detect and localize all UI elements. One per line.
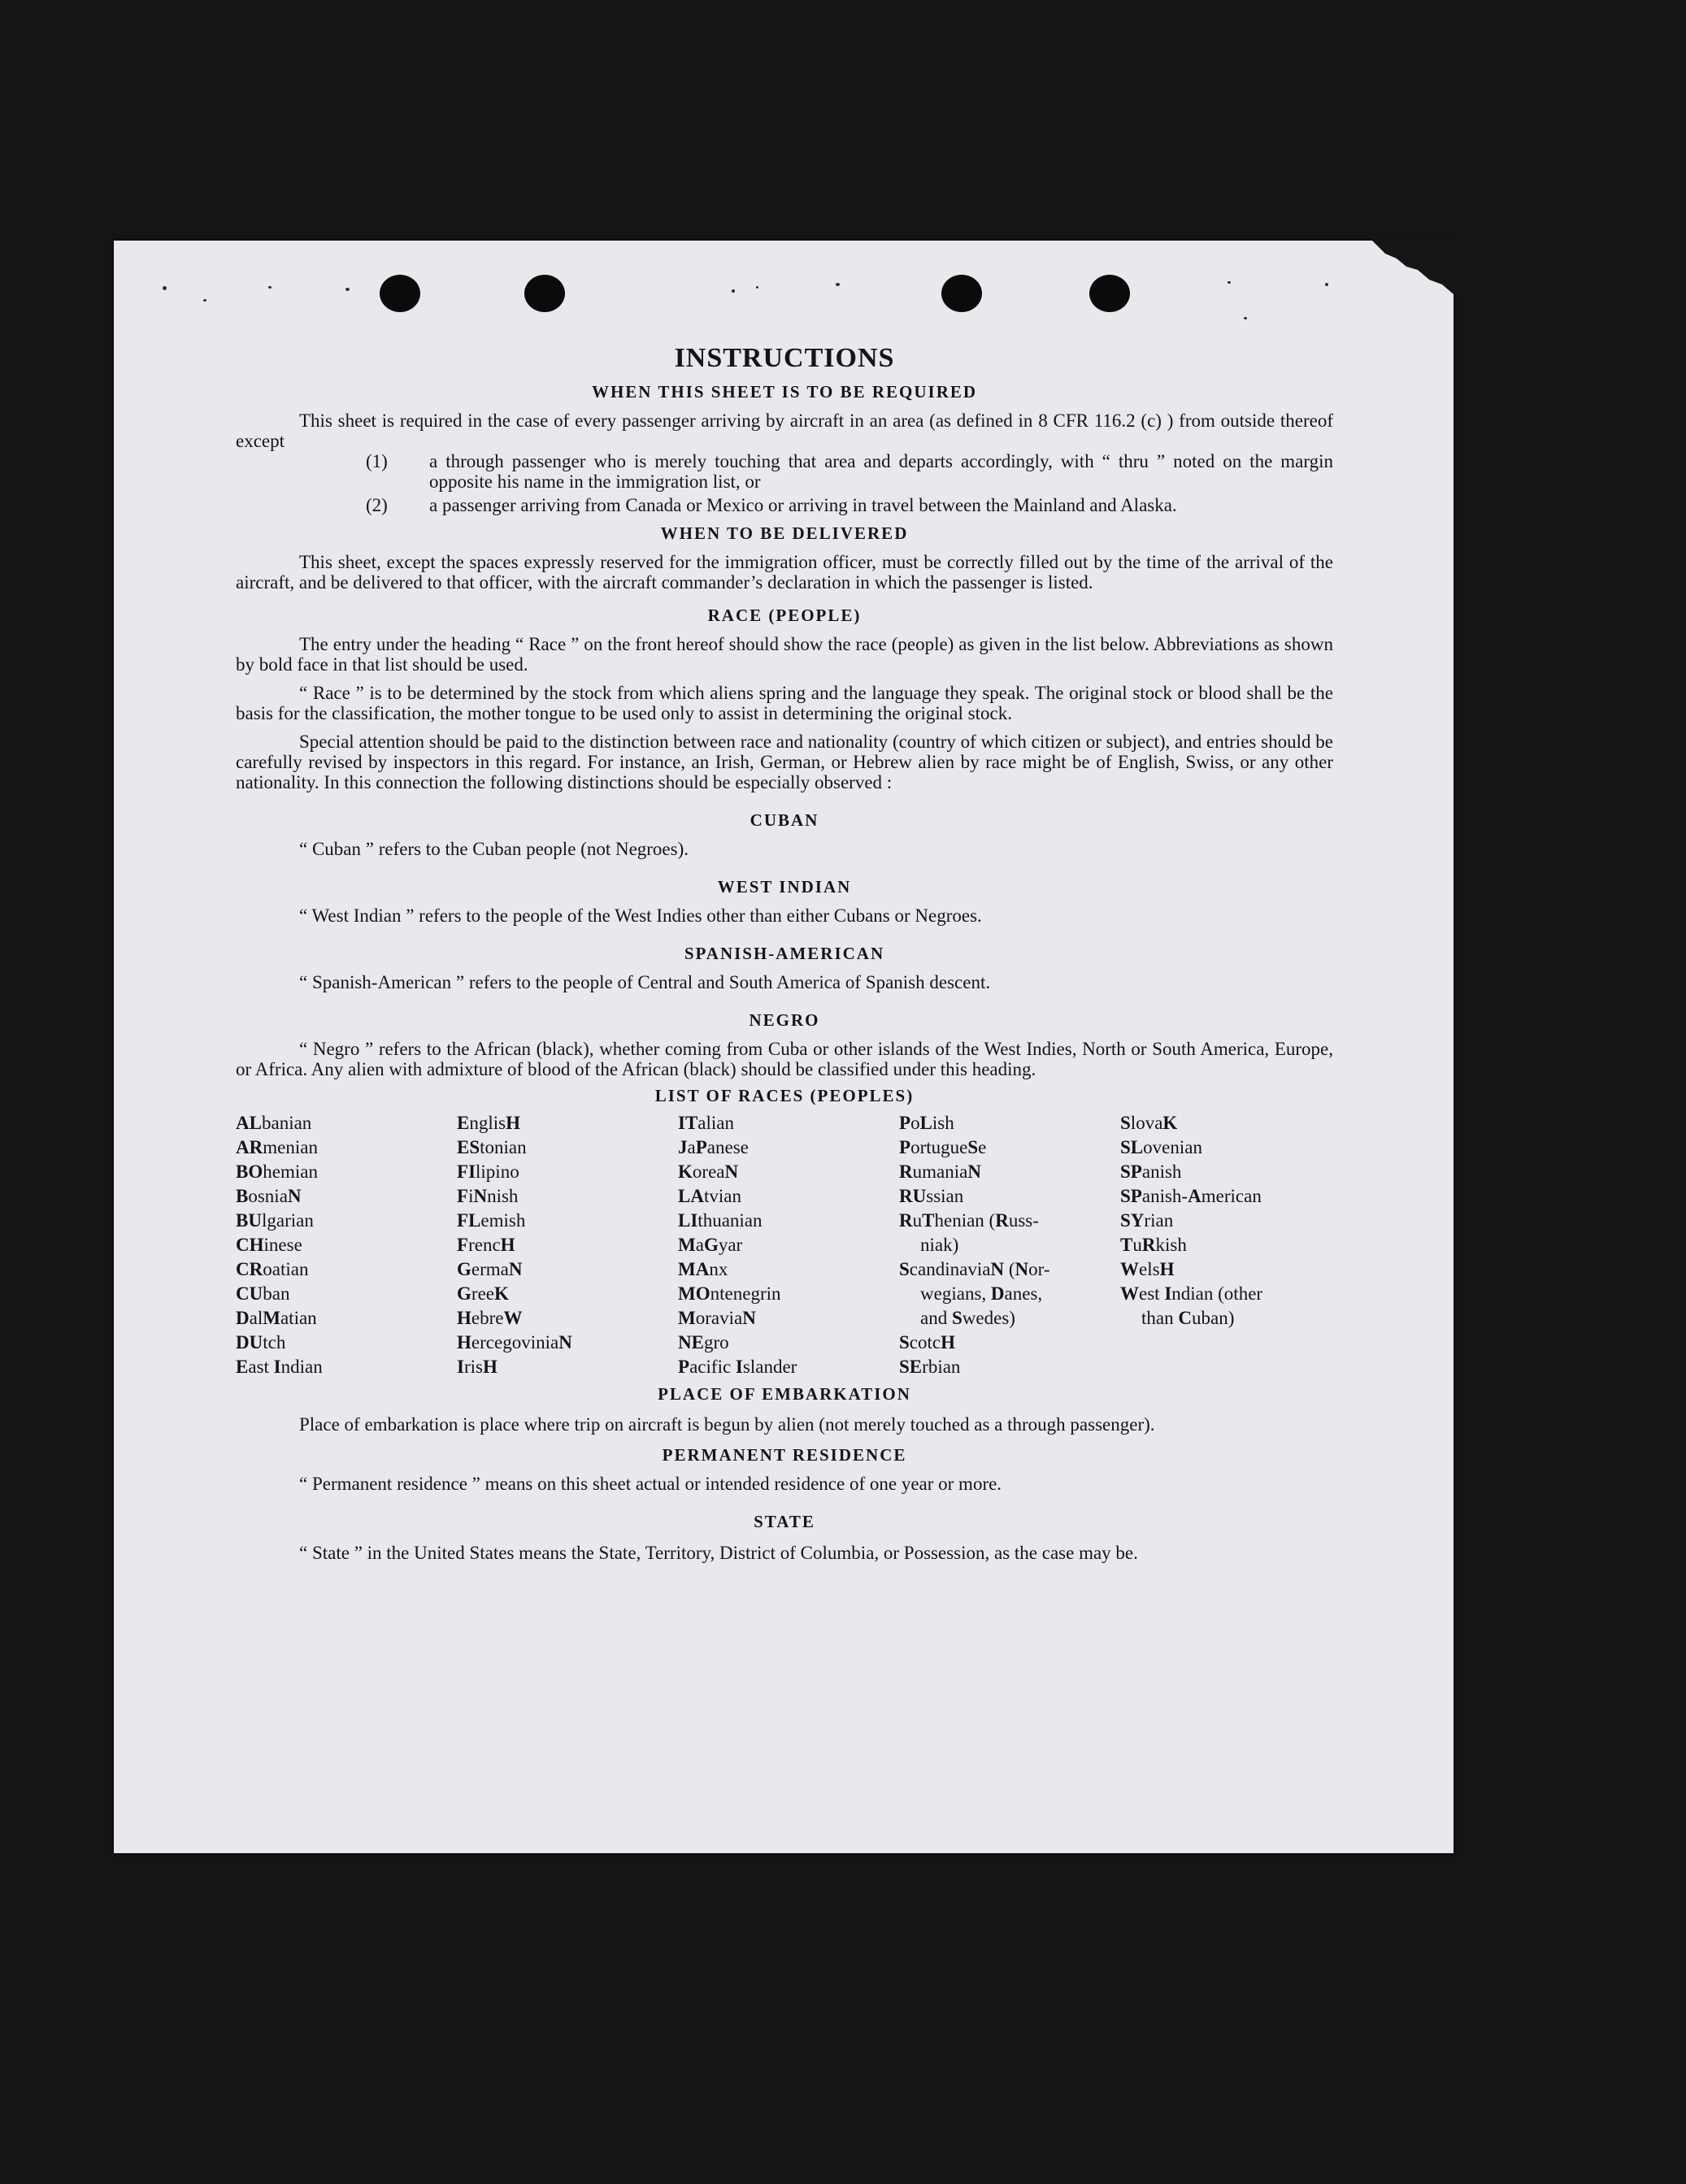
required-intro: This sheet is required in the case of every passenger arriving by aircraft in an area (as defined in 8 CFR 116.2 (c) ) from outside thereof except (236, 410, 1333, 451)
race-entry: CRoatian (236, 1259, 309, 1279)
race-entry: FrencH (457, 1235, 515, 1255)
race-entry: ScandinaviaN (Nor- (899, 1259, 1050, 1279)
item-text: a through passenger who is merely touching that area and departs accordingly, with “ thru ” noted on the margin opposite his name in the immigration list, or (429, 451, 1333, 492)
races-column (457, 1111, 678, 1379)
race-paragraph-2: “ Race ” is to be determined by the stock from which aliens spring and the language they speak. The original stock or blood shall be the basis for the classification, the mother tongue to be used only to assist in determining the original stock. (236, 683, 1333, 723)
speck (345, 288, 350, 291)
race-entry: SPanish-American (1120, 1186, 1262, 1206)
embarkation-text: Place of embarkation is place where trip on aircraft is begun by alien (not merely touched as a through passenger). (299, 1414, 1155, 1435)
race-paragraph-1: The entry under the heading “ Race ” on the front hereof should show the race (people) as given in the list below. Abbreviations as shown by bold face in that list should be used. (236, 634, 1333, 675)
race-entry: West Indian (other (1120, 1283, 1263, 1304)
speck (836, 283, 840, 286)
punch-hole (941, 275, 982, 312)
race-entry: BUlgarian (236, 1210, 314, 1231)
speck (1244, 317, 1247, 319)
race-entry: SLovenian (1120, 1137, 1202, 1157)
race-entry: wegians, Danes, (920, 1283, 1043, 1304)
residence-text: “ Permanent residence ” means on this sheet actual or intended residence of one year or more. (299, 1474, 1002, 1494)
race-entry: LIthuanian (678, 1210, 763, 1231)
state-text: “ State ” in the United States means the State, Territory, District of Columbia, or Possession, as the case may be. (299, 1543, 1138, 1563)
race-entry: SErbian (899, 1357, 961, 1377)
race-entry: than Cuban) (1141, 1308, 1235, 1328)
race-entry: ScotcH (899, 1332, 956, 1353)
negro-text: “ Negro ” refers to the African (black), whether coming from Cuba or other islands of the West Indies, North or South America, Europe, or Africa. Any alien with admixture of blood of the African (black) should be classified under this heading. (236, 1039, 1333, 1079)
heading-required: WHEN THIS SHEET IS TO BE REQUIRED (591, 382, 978, 402)
race-entry: CHinese (236, 1235, 302, 1255)
races-column (899, 1111, 1120, 1379)
race-entry: MAnx (678, 1259, 728, 1279)
race-entry: SPanish (1120, 1161, 1182, 1182)
race-entry: GreeK (457, 1283, 509, 1304)
item-number: (2) (366, 495, 388, 515)
heading-delivered: WHEN TO BE DELIVERED (660, 523, 909, 543)
item-number: (1) (366, 451, 388, 471)
instructions-content (236, 343, 1333, 1566)
race-entry: HebreW (457, 1308, 523, 1328)
spanish-american-text: “ Spanish-American ” refers to the people of Central and South America of Spanish descent. (299, 972, 991, 992)
speck (163, 286, 167, 290)
heading-race: RACE (PEOPLE) (707, 606, 862, 625)
required-item (236, 451, 1333, 492)
race-entry: BOhemian (236, 1161, 318, 1182)
speck (1228, 281, 1231, 284)
speck (268, 286, 272, 289)
races-column (678, 1111, 899, 1379)
race-entry: KoreaN (678, 1161, 739, 1182)
race-entry: JaPanese (678, 1137, 749, 1157)
punch-hole (380, 275, 420, 312)
race-entry: East Indian (236, 1357, 323, 1377)
required-item (236, 495, 1333, 515)
west-indian-text: “ West Indian ” refers to the people of the West Indies other than either Cubans or Negroes. (299, 905, 982, 926)
heading-spanish-american: SPANISH-AMERICAN (684, 944, 885, 963)
punch-hole (524, 275, 565, 312)
race-entry: FLemish (457, 1210, 526, 1231)
item-text: a passenger arriving from Canada or Mexico or arriving in travel between the Mainland and Alaska. (429, 495, 1177, 515)
race-entry: SYrian (1120, 1210, 1174, 1231)
race-entry: MOntenegrin (678, 1283, 781, 1304)
race-entry: MaGyar (678, 1235, 743, 1255)
race-entry: PoLish (899, 1113, 954, 1133)
race-entry: BosniaN (236, 1186, 302, 1206)
race-entry: EStonian (457, 1137, 527, 1157)
heading-embarkation: PLACE OF EMBARKATION (658, 1384, 911, 1404)
race-entry: CUban (236, 1283, 290, 1304)
heading-list-of-races: LIST OF RACES (PEOPLES) (654, 1086, 915, 1105)
race-entry: FiNnish (457, 1186, 519, 1206)
race-entry: DalMatian (236, 1308, 317, 1328)
race-entry: SlovaK (1120, 1113, 1178, 1133)
race-entry: and Swedes) (920, 1308, 1015, 1328)
race-entry: MoraviaN (678, 1308, 756, 1328)
race-entry: DUtch (236, 1332, 286, 1353)
heading-residence: PERMANENT RESIDENCE (662, 1445, 907, 1465)
races-list (236, 1111, 1333, 1379)
heading-cuban: CUBAN (750, 810, 819, 830)
race-entry: RUssian (899, 1186, 964, 1206)
speck (756, 286, 758, 289)
race-entry: LAtvian (678, 1186, 741, 1206)
heading-state: STATE (754, 1512, 815, 1531)
race-entry: TuRkish (1120, 1235, 1187, 1255)
race-entry: NEgro (678, 1332, 729, 1353)
race-paragraph-3: Special attention should be paid to the distinction between race and nationality (country of which citizen or subject), and entries should be carefully revised by inspectors in this regard. For instance, an Irish, German, or Hebrew alien by race might be of English, Swiss, or any other nationality. In this connection the following distinctions should be especially observed : (236, 732, 1333, 792)
races-column (1120, 1111, 1307, 1379)
speck (732, 289, 735, 293)
delivered-text: This sheet, except the spaces expressly reserved for the immigration officer, must be correctly filled out by the time of the arrival of the aircraft, and be delivered to that officer, with the aircraft commander’s declaration in which the passenger is listed. (236, 552, 1333, 593)
race-entry: RuThenian (Russ- (899, 1210, 1039, 1231)
cuban-text: “ Cuban ” refers to the Cuban people (not Negroes). (299, 839, 689, 859)
race-entry: ITalian (678, 1113, 735, 1133)
race-entry: Pacific Islander (678, 1357, 797, 1377)
race-entry: IrisH (457, 1357, 498, 1377)
heading-negro: NEGRO (749, 1010, 820, 1030)
race-entry: niak) (920, 1235, 959, 1255)
heading-west-indian: WEST INDIAN (717, 877, 852, 897)
races-column (236, 1111, 457, 1379)
speck (203, 299, 206, 302)
race-entry: EnglisH (457, 1113, 520, 1133)
race-entry: ARmenian (236, 1137, 318, 1157)
race-entry: ALbanian (236, 1113, 312, 1133)
race-entry: PortugueSe (899, 1137, 987, 1157)
torn-corner (1369, 237, 1460, 296)
race-entry: WelsH (1120, 1259, 1175, 1279)
document-page (114, 241, 1454, 1853)
race-entry: FIlipino (457, 1161, 519, 1182)
race-entry: HercegoviniaN (457, 1332, 572, 1353)
speck (1325, 283, 1328, 286)
document-title: INSTRUCTIONS (674, 343, 895, 373)
race-entry: RumaniaN (899, 1161, 981, 1182)
punch-hole (1089, 275, 1130, 312)
race-entry: GermaN (457, 1259, 523, 1279)
